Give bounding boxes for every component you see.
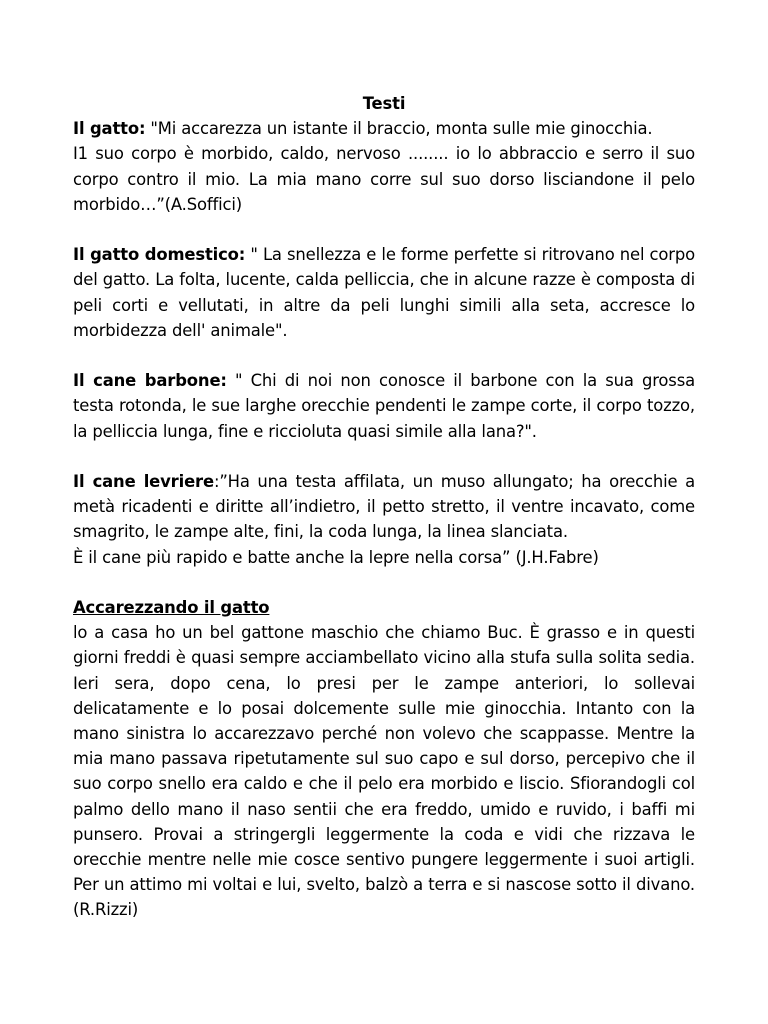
section-text: :”Ha una testa affilata, un muso allungato; ha orecchie a metà ricadenti e diritte all’indietro, il petto stretto, il ventre incavato, come smagrito, le zampe alte, fini, la coda lunga, la linea slanciata. <box>73 471 695 542</box>
story-section <box>73 595 695 923</box>
section-paragraph <box>73 242 695 343</box>
section-paragraph <box>73 545 695 570</box>
document-title: Testi <box>362 94 406 113</box>
section-text: I1 suo corpo è morbido, caldo, nervoso ........ io lo abbraccio e serro il suo corpo contro il mio. La mia mano corre sul suo dorso lisciandone il pelo morbido…”(A.Soffici) <box>73 144 695 214</box>
section-text: " La snellezza e le forme perfette si ritrovano nel corpo del gatto. La folta, lucente, calda pelliccia, che in alcune razze è composta di peli corti e vellutati, in altre da peli lunghi simili alla seta, accresce lo morbidezza dell' animale". <box>73 245 695 340</box>
section-il-gatto <box>73 116 695 217</box>
document-page <box>73 91 695 923</box>
section-paragraph <box>73 368 695 444</box>
section-label: Il gatto domestico: <box>73 245 246 265</box>
section-il-cane-barbone <box>73 368 695 444</box>
section-text: È il cane più rapido e batte anche la lepre nella corsa” (J.H.Fabre) <box>73 547 599 567</box>
story-heading: Accarezzando il gatto <box>73 597 270 617</box>
section-label: Il cane levriere <box>73 471 214 491</box>
section-text: " Chi di noi non conosce il barbone con la sua grossa testa rotonda, le sue larghe orecchie pendenti le zampe corte, il corpo tozzo, la pelliccia lunga, fine e riccioluta quasi simile alla lana?". <box>73 371 695 441</box>
section-paragraph <box>73 116 695 141</box>
section-il-gatto-domestico <box>73 242 695 343</box>
section-paragraph <box>73 469 695 545</box>
story-text: lo a casa ho un bel gattone maschio che chiamo Buc. È grasso e in questi giorni freddi è quasi sempre acciambellato vicino alla stufa sulla solita sedia. Ieri sera, dopo cena, lo presi per le zampe anteriori, lo sollevai delicatamente e lo posai dolcemente sulle mie ginocchia. Intanto con la mano sinistra lo accarezzavo perché non volevo che scappasse. Mentre la mia mano passava ripetutamente sul suo capo e sul dorso, percepivo che il suo corpo snello era caldo e che il pelo era morbido e liscio. Sfiorandogli col palmo dello mano il naso sentii che era freddo, umido e ruvido, i baffi mi punsero. Provai a stringergli leggermente la coda e vidi che rizzava le orecchie mentre nelle mie cosce sentivo pungere leggermente i suoi artigli. Per un attimo mi voltai e lui, svelto, balzò a terra e si nascose sotto il divano. (R.Rizzi) <box>73 623 695 920</box>
section-paragraph <box>73 141 695 217</box>
section-label: Il cane barbone: <box>73 371 227 391</box>
section-text: "Mi accarezza un istante il braccio, monta sulle mie ginocchia. <box>145 119 653 139</box>
section-label: Il gatto: <box>73 119 146 139</box>
section-il-cane-levriere <box>73 469 695 570</box>
